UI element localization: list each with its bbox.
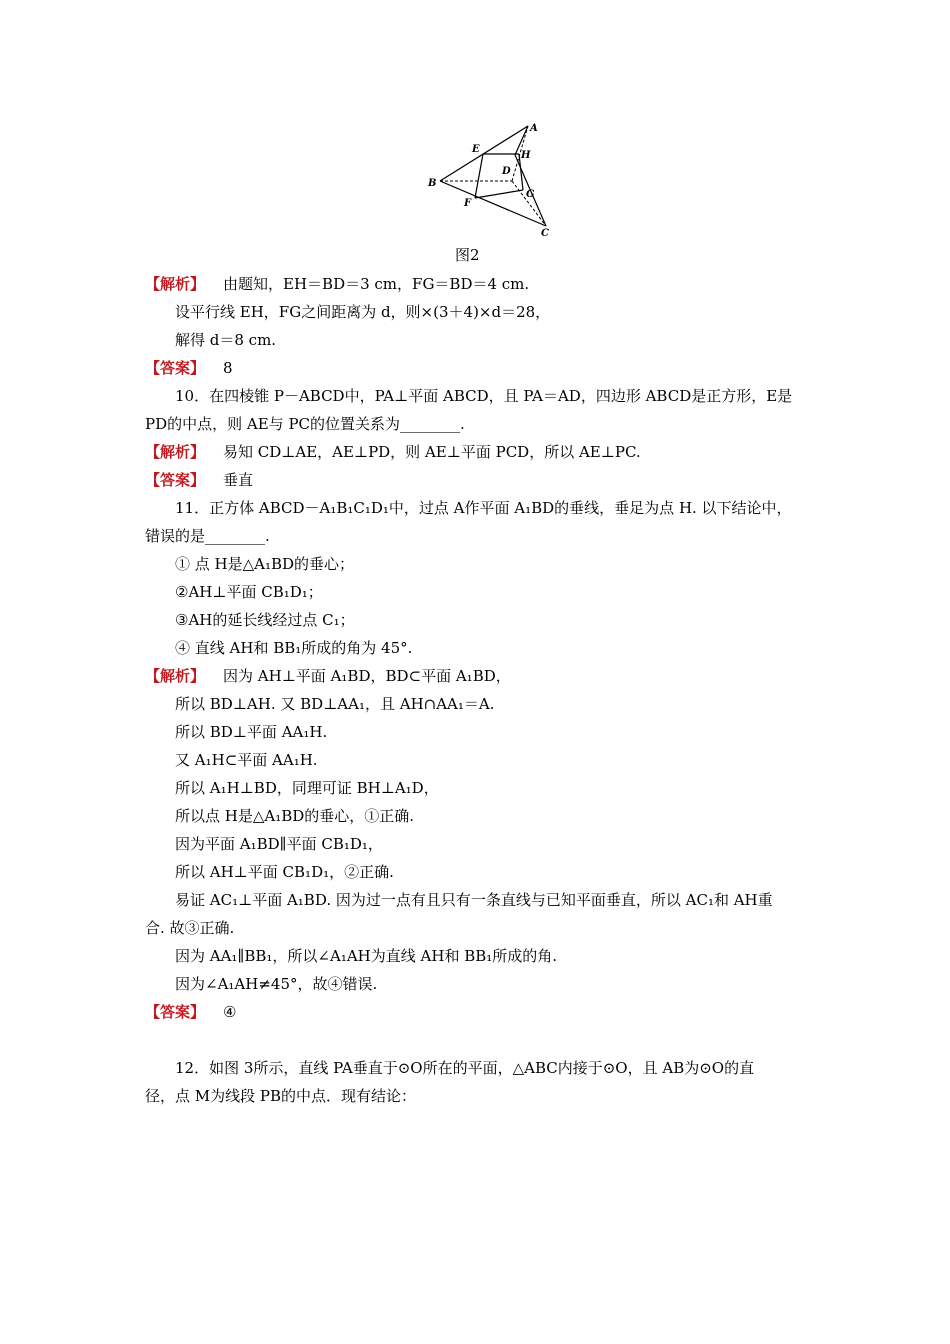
q9-analysis-1: 由题知，EH＝BD＝3 cm，FG＝BD＝4 cm. <box>223 275 530 293</box>
q10-stem-2: PD的中点，则 AE与 PC的位置关系为________. <box>145 415 465 433</box>
q10-stem-1: 10．在四棱锥 P－ABCD中，PA⊥平面 ABCD，且 PA＝AD，四边形 ABCD是正方形，E是 <box>175 387 793 405</box>
q11-analysis-line-1 <box>145 666 511 686</box>
q9-analysis-2: 设平行线 EH，FG之间距离为 d，则×(3＋4)×d＝28， <box>175 303 551 321</box>
analysis-tag: 【解析】 <box>145 443 206 461</box>
q11-stem-1: 11．正方体 ABCD－A₁B₁C₁D₁中，过点 A作平面 A₁BD的垂线，垂足为点 H. 以下结论中， <box>175 499 792 517</box>
analysis-tag: 【解析】 <box>145 667 206 685</box>
q9-answer: 8 <box>223 359 233 377</box>
vertex-label-h: H <box>521 150 531 161</box>
vertex-label-d: D <box>502 166 511 177</box>
q10-analysis: 易知 CD⊥AE，AE⊥PD，则 AE⊥平面 PCD，所以 AE⊥PC. <box>223 443 641 461</box>
q11-analysis-7: 因为平面 A₁BD∥平面 CB₁D₁， <box>175 835 383 853</box>
vertex-label-g: G <box>526 189 535 200</box>
q9-analysis-3: 解得 d＝8 cm. <box>175 331 277 349</box>
q11-stem-2: 错误的是________. <box>145 527 270 545</box>
geometry-figure-2 <box>418 118 568 240</box>
q11-option-1: ① 点 H是△A₁BD的垂心； <box>175 555 355 573</box>
q9-answer-line <box>145 358 233 378</box>
q11-analysis-11: 因为 AA₁∥BB₁，所以∠A₁AH为直线 AH和 BB₁所成的角. <box>175 947 558 965</box>
q11-analysis-9: 易证 AC₁⊥平面 A₁BD. 因为过一点有且只有一条直线与已知平面垂直，所以 AC₁和 AH重 <box>175 891 773 909</box>
vertex-label-c: C <box>541 228 549 239</box>
vertex-label-f: F <box>464 198 472 209</box>
vertex-label-e: E <box>472 144 480 155</box>
q11-analysis-8: 所以 AH⊥平面 CB₁D₁，②正确. <box>175 863 394 881</box>
q11-analysis-4: 又 A₁H⊂平面 AA₁H. <box>175 751 318 769</box>
q10-answer: 垂直 <box>223 471 254 489</box>
q11-analysis-5: 所以 A₁H⊥BD，同理可证 BH⊥A₁D， <box>175 779 439 797</box>
q11-analysis-1: 因为 AH⊥平面 A₁BD，BD⊂平面 A₁BD， <box>223 667 511 685</box>
q11-analysis-6: 所以点 H是△A₁BD的垂心，①正确. <box>175 807 415 825</box>
q11-analysis-2: 所以 BD⊥AH. 又 BD⊥AA₁，且 AH∩AA₁＝A. <box>175 695 495 713</box>
answer-tag: 【答案】 <box>145 1003 206 1021</box>
vertex-label-b: B <box>428 178 437 189</box>
figure-caption: 图2 <box>455 246 480 264</box>
answer-tag: 【答案】 <box>145 359 206 377</box>
q11-answer: ④ <box>223 1003 237 1021</box>
q10-answer-line <box>145 470 253 490</box>
q11-option-2: ②AH⊥平面 CB₁D₁； <box>175 583 323 601</box>
q11-answer-line <box>145 1002 236 1022</box>
q11-analysis-3: 所以 BD⊥平面 AA₁H. <box>175 723 328 741</box>
q10-analysis-line <box>145 442 641 462</box>
q9-analysis-line-1 <box>145 274 529 294</box>
q11-option-3: ③AH的延长线经过点 C₁； <box>175 611 355 629</box>
vertex-label-a: A <box>530 123 538 134</box>
answer-tag: 【答案】 <box>145 471 206 489</box>
q11-option-4: ④ 直线 AH和 BB₁所成的角为 45°. <box>175 639 413 657</box>
q12-stem-1: 12．如图 3所示，直线 PA垂直于⊙O所在的平面，△ABC内接于⊙O，且 AB为⊙O的直 <box>175 1059 755 1077</box>
analysis-tag: 【解析】 <box>145 275 206 293</box>
q11-analysis-10: 合. 故③正确. <box>145 919 235 937</box>
q11-analysis-12: 因为∠A₁AH≠45°，故④错误. <box>175 975 378 993</box>
q12-stem-2: 径，点 M为线段 PB的中点．现有结论： <box>145 1087 417 1105</box>
